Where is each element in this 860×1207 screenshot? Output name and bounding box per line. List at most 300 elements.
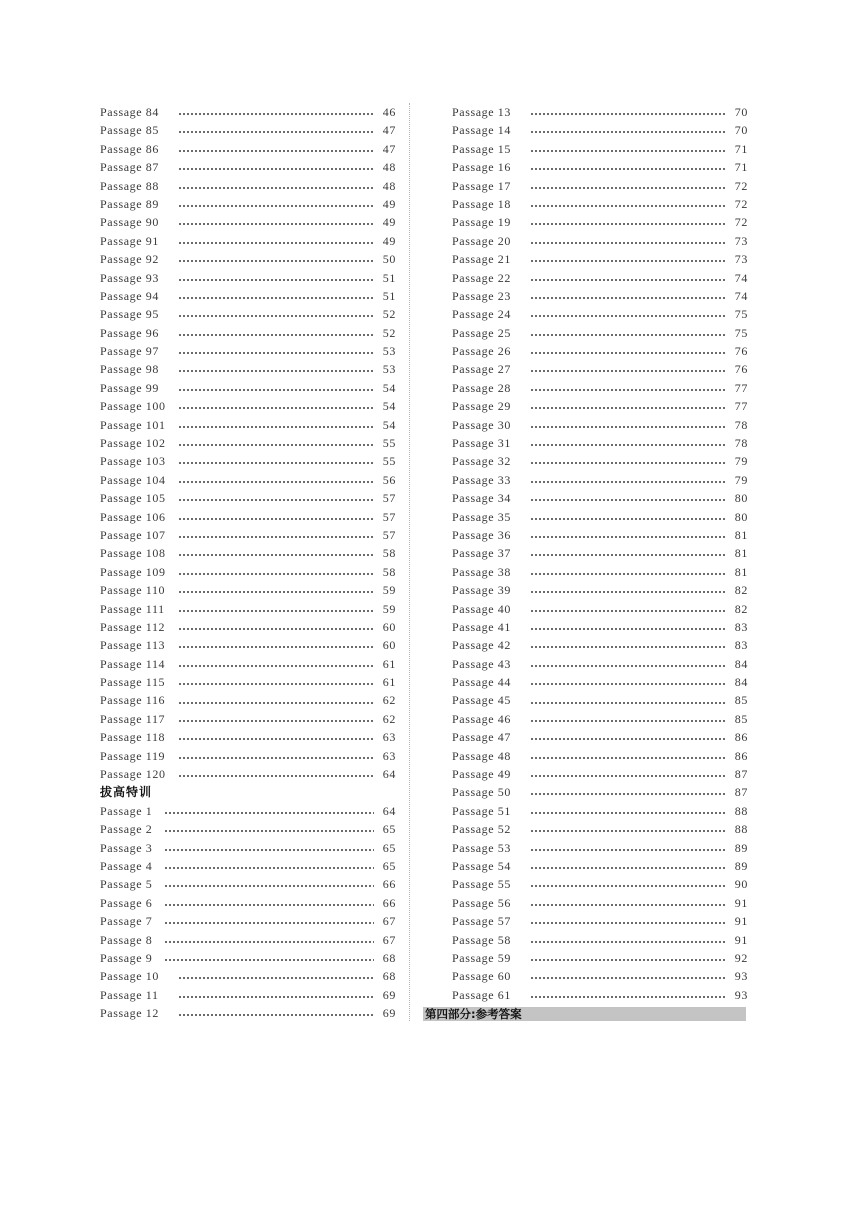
entry-label: Passage 27 xyxy=(452,362,511,377)
dot-leader xyxy=(530,195,726,213)
dot-leader xyxy=(178,232,374,250)
entry-label: Passage 47 xyxy=(452,730,511,745)
entry-label: Passage 97 xyxy=(100,344,159,359)
entry-page-number: 49 xyxy=(382,233,396,248)
dot-leader xyxy=(178,508,374,526)
entry-page-number: 55 xyxy=(382,454,396,469)
toc-entry xyxy=(452,269,748,287)
toc-entry xyxy=(452,581,748,599)
entry-page-number: 63 xyxy=(382,748,396,763)
toc-entry xyxy=(100,949,396,967)
dot-leader xyxy=(530,489,726,507)
entry-page-number: 72 xyxy=(734,215,748,230)
dot-leader xyxy=(530,765,726,783)
toc-entry xyxy=(100,379,396,397)
toc-entry xyxy=(100,508,396,526)
entry-label: Passage 120 xyxy=(100,767,166,782)
entry-page-number: 57 xyxy=(382,491,396,506)
entry-page-number: 91 xyxy=(734,932,748,947)
dot-leader xyxy=(178,324,374,342)
entry-page-number: 78 xyxy=(734,417,748,432)
toc-entry xyxy=(452,140,748,158)
entry-label: Passage 102 xyxy=(100,436,166,451)
entry-page-number: 82 xyxy=(734,601,748,616)
toc-entry xyxy=(452,489,748,507)
entry-label: Passage 113 xyxy=(100,638,166,653)
dot-leader xyxy=(178,305,374,323)
entry-page-number: 64 xyxy=(382,803,396,818)
toc-entry xyxy=(100,692,396,710)
entry-page-number: 50 xyxy=(382,252,396,267)
entry-page-number: 47 xyxy=(382,123,396,138)
entry-page-number: 53 xyxy=(382,362,396,377)
dot-leader xyxy=(178,158,374,176)
toc-entry xyxy=(100,636,396,654)
entry-page-number: 68 xyxy=(382,969,396,984)
dot-leader xyxy=(178,544,374,562)
entry-page-number: 47 xyxy=(382,141,396,156)
dot-leader xyxy=(178,747,374,765)
dot-leader xyxy=(530,416,726,434)
entry-label: Passage 25 xyxy=(452,325,511,340)
dot-leader xyxy=(530,158,726,176)
dot-leader xyxy=(530,121,726,139)
toc-entry xyxy=(452,103,748,121)
entry-label: Passage 15 xyxy=(452,141,511,156)
dot-leader xyxy=(178,967,374,985)
entry-page-number: 55 xyxy=(382,436,396,451)
dot-leader xyxy=(178,177,374,195)
toc-entry xyxy=(100,434,396,452)
toc-entry xyxy=(100,195,396,213)
dot-leader xyxy=(530,618,726,636)
toc-left-group-advanced xyxy=(100,802,396,1023)
dot-leader xyxy=(530,324,726,342)
entry-page-number: 81 xyxy=(734,527,748,542)
entry-label: Passage 41 xyxy=(452,619,511,634)
toc-entry xyxy=(452,508,748,526)
entry-page-number: 91 xyxy=(734,895,748,910)
toc-left-column xyxy=(100,103,396,1023)
dot-leader xyxy=(530,269,726,287)
dot-leader xyxy=(178,397,374,415)
dot-leader xyxy=(530,397,726,415)
toc-entry xyxy=(452,692,748,710)
entry-page-number: 83 xyxy=(734,638,748,653)
entry-label: Passage 32 xyxy=(452,454,511,469)
dot-leader xyxy=(178,563,374,581)
entry-label: Passage 60 xyxy=(452,969,511,984)
dot-leader xyxy=(164,912,374,930)
toc-entry xyxy=(100,931,396,949)
entry-page-number: 78 xyxy=(734,436,748,451)
dot-leader xyxy=(530,379,726,397)
toc-entry xyxy=(452,618,748,636)
entry-page-number: 86 xyxy=(734,730,748,745)
entry-label: Passage 95 xyxy=(100,307,159,322)
entry-label: Passage 99 xyxy=(100,380,159,395)
dot-leader xyxy=(530,839,726,857)
toc-entry xyxy=(452,379,748,397)
dot-leader xyxy=(530,747,726,765)
dot-leader xyxy=(178,213,374,231)
toc-entry xyxy=(100,342,396,360)
entry-page-number: 85 xyxy=(734,693,748,708)
toc-entry xyxy=(452,783,748,801)
toc-entry xyxy=(100,747,396,765)
toc-entry xyxy=(100,232,396,250)
entry-page-number: 70 xyxy=(734,123,748,138)
entry-label: Passage 19 xyxy=(452,215,511,230)
entry-label: Passage 22 xyxy=(452,270,511,285)
dot-leader xyxy=(178,710,374,728)
entry-page-number: 85 xyxy=(734,711,748,726)
toc-entry xyxy=(452,397,748,415)
entry-label: Passage 16 xyxy=(452,160,511,175)
entry-label: Passage 12 xyxy=(100,1006,159,1021)
dot-leader xyxy=(530,967,726,985)
entry-page-number: 51 xyxy=(382,288,396,303)
entry-label: Passage 111 xyxy=(100,601,165,616)
entry-page-number: 62 xyxy=(382,693,396,708)
dot-leader xyxy=(530,783,726,801)
dot-leader xyxy=(178,692,374,710)
entry-page-number: 93 xyxy=(734,969,748,984)
entry-label: Passage 61 xyxy=(452,987,511,1002)
entry-label: Passage 59 xyxy=(452,950,511,965)
toc-entry xyxy=(100,1004,396,1022)
dot-leader xyxy=(178,581,374,599)
toc-entry xyxy=(452,875,748,893)
entry-label: Passage 7 xyxy=(100,914,153,929)
entry-page-number: 74 xyxy=(734,288,748,303)
toc-entry xyxy=(452,213,748,231)
dot-leader xyxy=(530,471,726,489)
entry-page-number: 77 xyxy=(734,380,748,395)
toc-entry xyxy=(452,912,748,930)
column-divider xyxy=(409,103,410,1021)
toc-entry xyxy=(100,324,396,342)
entry-label: Passage 85 xyxy=(100,123,159,138)
toc-left-group-main xyxy=(100,103,396,783)
entry-page-number: 56 xyxy=(382,472,396,487)
dot-leader xyxy=(530,213,726,231)
dot-leader xyxy=(178,250,374,268)
toc-entry xyxy=(100,250,396,268)
dot-leader xyxy=(178,140,374,158)
toc-entry xyxy=(452,305,748,323)
entry-label: Passage 9 xyxy=(100,950,153,965)
dot-leader xyxy=(530,563,726,581)
dot-leader xyxy=(178,526,374,544)
toc-entry xyxy=(452,986,748,1004)
dot-leader xyxy=(530,434,726,452)
entry-page-number: 66 xyxy=(382,895,396,910)
entry-label: Passage 104 xyxy=(100,472,166,487)
entry-page-number: 52 xyxy=(382,325,396,340)
entry-label: Passage 37 xyxy=(452,546,511,561)
toc-entry xyxy=(100,269,396,287)
dot-leader xyxy=(530,177,726,195)
toc-entry xyxy=(100,986,396,1004)
dot-leader xyxy=(178,655,374,673)
dot-leader xyxy=(178,765,374,783)
entry-label: Passage 2 xyxy=(100,822,153,837)
toc-entry xyxy=(452,673,748,691)
dot-leader xyxy=(530,452,726,470)
entry-page-number: 80 xyxy=(734,509,748,524)
entry-label: Passage 28 xyxy=(452,380,511,395)
entry-page-number: 66 xyxy=(382,877,396,892)
entry-page-number: 57 xyxy=(382,509,396,524)
entry-page-number: 87 xyxy=(734,767,748,782)
entry-page-number: 81 xyxy=(734,564,748,579)
entry-label: Passage 34 xyxy=(452,491,511,506)
entry-label: Passage 89 xyxy=(100,196,159,211)
toc-entry xyxy=(100,121,396,139)
entry-page-number: 61 xyxy=(382,675,396,690)
toc-entry xyxy=(452,563,748,581)
entry-label: Passage 105 xyxy=(100,491,166,506)
dot-leader xyxy=(178,195,374,213)
dot-leader xyxy=(178,269,374,287)
entry-page-number: 76 xyxy=(734,344,748,359)
toc-entry xyxy=(100,618,396,636)
toc-entry xyxy=(452,121,748,139)
entry-label: Passage 51 xyxy=(452,803,511,818)
entry-page-number: 90 xyxy=(734,877,748,892)
entry-label: Passage 91 xyxy=(100,233,159,248)
dot-leader xyxy=(178,360,374,378)
toc-entry xyxy=(100,857,396,875)
entry-page-number: 63 xyxy=(382,730,396,745)
dot-leader xyxy=(178,379,374,397)
entry-label: Passage 118 xyxy=(100,730,166,745)
entry-page-number: 69 xyxy=(382,1006,396,1021)
toc-entry xyxy=(452,857,748,875)
toc-entry xyxy=(452,324,748,342)
entry-label: Passage 86 xyxy=(100,141,159,156)
dot-leader xyxy=(178,986,374,1004)
entry-label: Passage 117 xyxy=(100,711,166,726)
entry-page-number: 51 xyxy=(382,270,396,285)
toc-right-column xyxy=(452,103,748,1004)
toc-entry xyxy=(452,728,748,746)
toc-entry xyxy=(452,710,748,728)
entry-label: Passage 14 xyxy=(452,123,511,138)
entry-label: Passage 26 xyxy=(452,344,511,359)
entry-label: Passage 17 xyxy=(452,178,511,193)
dot-leader xyxy=(530,655,726,673)
entry-label: Passage 3 xyxy=(100,840,153,855)
entry-label: Passage 87 xyxy=(100,160,159,175)
toc-entry xyxy=(452,765,748,783)
entry-label: Passage 6 xyxy=(100,895,153,910)
dot-leader xyxy=(530,949,726,967)
entry-label: Passage 38 xyxy=(452,564,511,579)
toc-entry xyxy=(100,526,396,544)
toc-entry xyxy=(100,967,396,985)
dot-leader xyxy=(530,581,726,599)
entry-page-number: 48 xyxy=(382,160,396,175)
entry-label: Passage 114 xyxy=(100,656,166,671)
entry-page-number: 64 xyxy=(382,767,396,782)
dot-leader xyxy=(530,802,726,820)
dot-leader xyxy=(164,931,374,949)
entry-page-number: 93 xyxy=(734,987,748,1002)
dot-leader xyxy=(530,692,726,710)
entry-page-number: 65 xyxy=(382,859,396,873)
entry-page-number: 88 xyxy=(734,803,748,818)
toc-entry xyxy=(452,544,748,562)
entry-page-number: 49 xyxy=(382,196,396,211)
section-heading: 拔高特训 xyxy=(100,785,153,800)
entry-page-number: 75 xyxy=(734,307,748,322)
toc-entry xyxy=(100,287,396,305)
dot-leader xyxy=(530,820,726,838)
dot-leader xyxy=(164,802,374,820)
entry-label: Passage 13 xyxy=(452,104,511,119)
toc-entry xyxy=(452,471,748,489)
dot-leader xyxy=(530,636,726,654)
entry-label: Passage 108 xyxy=(100,546,166,561)
entry-page-number: 70 xyxy=(734,104,748,119)
toc-entry xyxy=(100,600,396,618)
toc-entry xyxy=(452,232,748,250)
entry-label: Passage 48 xyxy=(452,748,511,763)
toc-entry xyxy=(452,636,748,654)
entry-label: Passage 11 xyxy=(100,987,159,1002)
entry-label: Passage 36 xyxy=(452,527,511,542)
entry-page-number: 58 xyxy=(382,564,396,579)
toc-entry xyxy=(100,820,396,838)
entry-page-number: 79 xyxy=(734,472,748,487)
entry-label: Passage 40 xyxy=(452,601,511,616)
toc-entry xyxy=(452,894,748,912)
entry-label: Passage 100 xyxy=(100,399,166,414)
entry-page-number: 53 xyxy=(382,344,396,359)
entry-label: Passage 30 xyxy=(452,417,511,432)
dot-leader xyxy=(530,912,726,930)
dot-leader xyxy=(530,673,726,691)
dot-leader xyxy=(530,857,726,875)
entry-page-number: 92 xyxy=(734,950,748,965)
dot-leader xyxy=(530,600,726,618)
dot-leader xyxy=(178,287,374,305)
entry-label: Passage 88 xyxy=(100,178,159,193)
entry-label: Passage 90 xyxy=(100,215,159,230)
toc-entry xyxy=(452,452,748,470)
entry-page-number: 86 xyxy=(734,748,748,763)
toc-entry xyxy=(100,452,396,470)
toc-entry xyxy=(100,397,396,415)
dot-leader xyxy=(530,287,726,305)
toc-entry xyxy=(452,416,748,434)
dot-leader xyxy=(178,452,374,470)
toc-entry xyxy=(100,875,396,893)
entry-page-number: 62 xyxy=(382,711,396,726)
entry-page-number: 73 xyxy=(734,233,748,248)
dot-leader xyxy=(530,140,726,158)
entry-page-number: 65 xyxy=(382,840,396,855)
entry-label: Passage 5 xyxy=(100,877,153,892)
toc-entry xyxy=(100,563,396,581)
entry-page-number: 79 xyxy=(734,454,748,469)
entry-page-number: 58 xyxy=(382,546,396,561)
entry-label: Passage 53 xyxy=(452,840,511,855)
entry-label: Passage 55 xyxy=(452,877,511,892)
entry-label: Passage 107 xyxy=(100,527,166,542)
entry-label: Passage 84 xyxy=(100,104,159,119)
entry-page-number: 72 xyxy=(734,196,748,211)
entry-page-number: 89 xyxy=(734,859,748,873)
entry-label: Passage 57 xyxy=(452,914,511,929)
dot-leader xyxy=(164,894,374,912)
toc-entry xyxy=(100,416,396,434)
entry-label: Passage 109 xyxy=(100,564,166,579)
toc-entry xyxy=(452,747,748,765)
entry-label: Passage 45 xyxy=(452,693,511,708)
entry-label: Passage 49 xyxy=(452,767,511,782)
dot-leader xyxy=(530,232,726,250)
entry-page-number: 68 xyxy=(382,950,396,965)
toc-entry xyxy=(452,802,748,820)
entry-page-number: 84 xyxy=(734,675,748,690)
entry-page-number: 71 xyxy=(734,160,748,175)
toc-entry xyxy=(452,360,748,378)
entry-label: Passage 50 xyxy=(452,785,511,800)
dot-leader xyxy=(178,636,374,654)
entry-label: Passage 52 xyxy=(452,822,511,837)
entry-page-number: 59 xyxy=(382,583,396,598)
entry-page-number: 67 xyxy=(382,932,396,947)
entry-label: Passage 1 xyxy=(100,803,153,818)
entry-label: Passage 46 xyxy=(452,711,511,726)
entry-page-number: 71 xyxy=(734,141,748,156)
entry-page-number: 80 xyxy=(734,491,748,506)
dot-leader xyxy=(530,508,726,526)
toc-entry xyxy=(100,673,396,691)
toc-entry xyxy=(100,710,396,728)
entry-label: Passage 98 xyxy=(100,362,159,377)
entry-page-number: 75 xyxy=(734,325,748,340)
entry-label: Passage 110 xyxy=(100,583,166,598)
entry-label: Passage 18 xyxy=(452,196,511,211)
entry-page-number: 72 xyxy=(734,178,748,193)
entry-page-number: 82 xyxy=(734,583,748,598)
entry-page-number: 48 xyxy=(382,178,396,193)
entry-label: Passage 119 xyxy=(100,748,166,763)
entry-label: Passage 4 xyxy=(100,859,153,873)
dot-leader xyxy=(164,857,374,875)
toc-entry xyxy=(100,305,396,323)
entry-label: Passage 96 xyxy=(100,325,159,340)
toc-entry xyxy=(100,360,396,378)
toc-entry xyxy=(100,471,396,489)
entry-page-number: 46 xyxy=(382,104,396,119)
toc-entry xyxy=(452,931,748,949)
toc-entry xyxy=(100,728,396,746)
entry-page-number: 69 xyxy=(382,987,396,1002)
toc-entry xyxy=(452,655,748,673)
entry-page-number: 54 xyxy=(382,380,396,395)
toc-entry xyxy=(100,912,396,930)
toc-entry xyxy=(100,581,396,599)
entry-label: Passage 42 xyxy=(452,638,511,653)
dot-leader xyxy=(530,250,726,268)
dot-leader xyxy=(164,839,374,857)
entry-page-number: 54 xyxy=(382,399,396,414)
